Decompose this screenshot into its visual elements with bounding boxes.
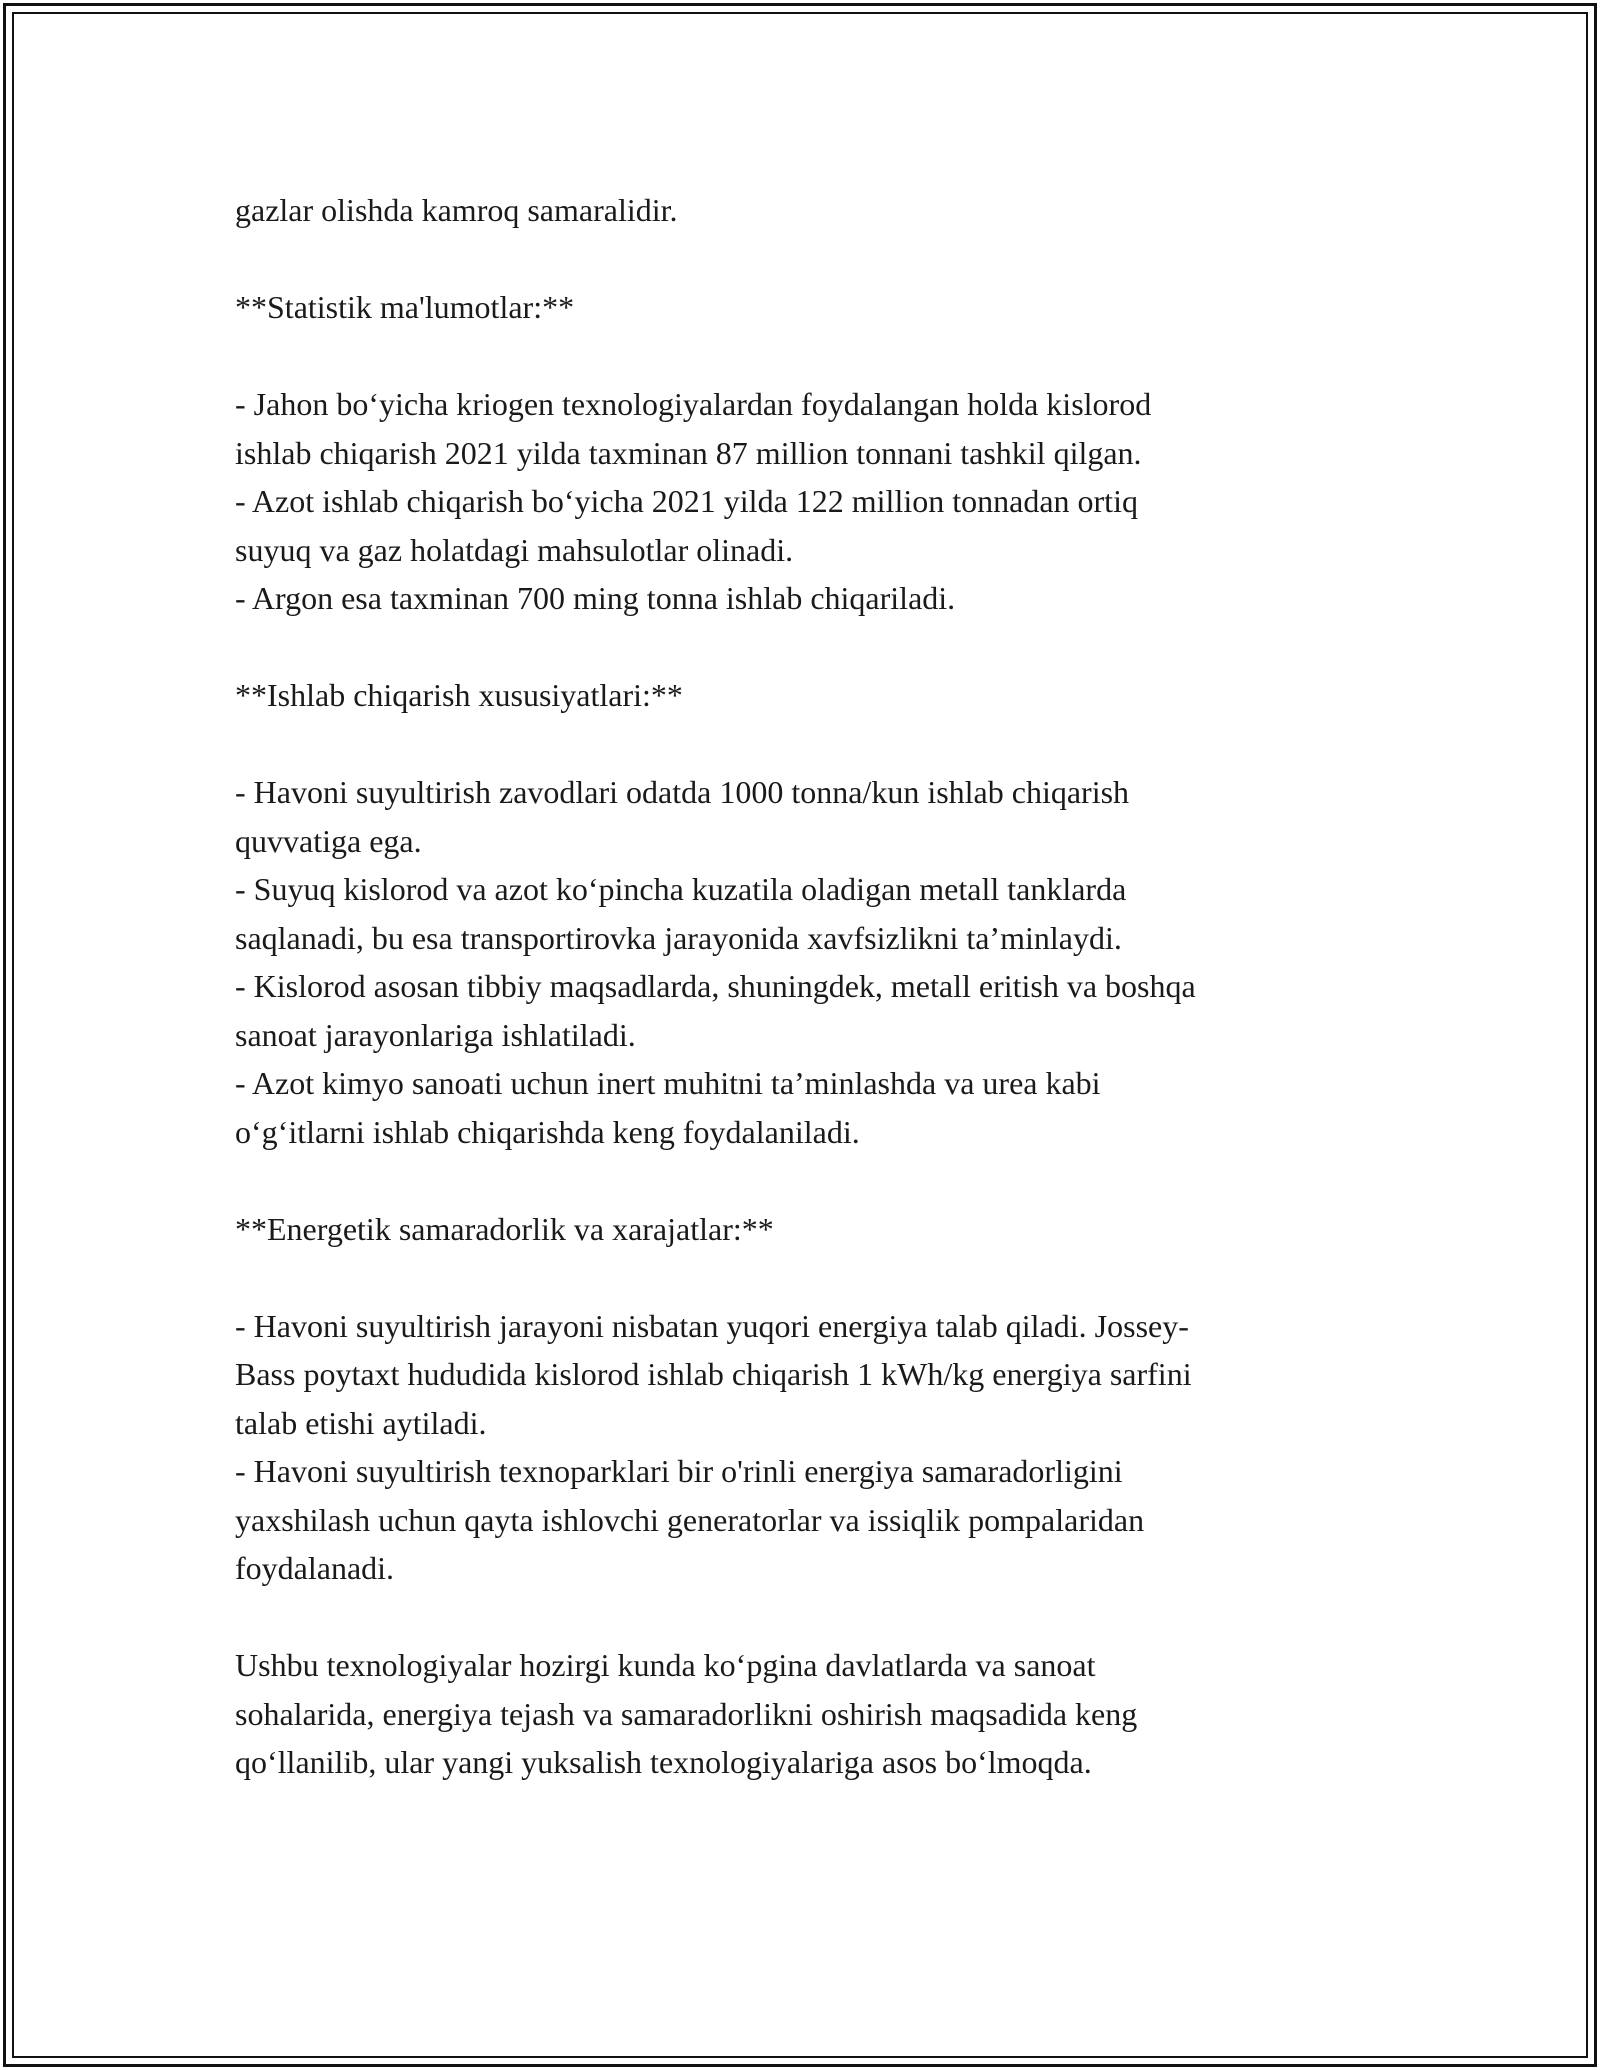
list-item: - Jahon bo‘yicha kriogen texnologiyalardan foydalangan holda kislorod ishlab chiqarish 2021 yilda taxminan 87 million tonnani tashkil qilgan. <box>235 386 1152 471</box>
list-item: - Suyuq kislorod va azot ko‘pincha kuzatila oladigan metall tanklarda saqlanadi, bu esa transportirovka jarayonida xavfsizlikni ta’minlaydi. <box>235 871 1127 956</box>
list-item: - Argon esa taxminan 700 ming tonna ishlab chiqariladi. <box>235 580 956 616</box>
document-body <box>235 186 1365 1787</box>
conclusion-paragraph: Ushbu texnologiyalar hozirgi kunda ko‘pgina davlatlarda va sanoat sohalarida, energiya tejash va samaradorlikni oshirish maqsadida keng qo‘llanilib, ular yangi yuksalish texnologiyalariga asos bo‘lmoqda. <box>235 1647 1138 1780</box>
list-item: - Havoni suyultirish zavodlari odatda 1000 tonna/kun ishlab chiqarish quvvatiga ega. <box>235 774 1130 859</box>
section-heading-energy: **Energetik samaradorlik va xarajatlar:** <box>235 1210 774 1247</box>
spacer <box>235 623 1365 672</box>
list-item: - Azot ishlab chiqarish bo‘yicha 2021 yilda 122 million tonnadan ortiq suyuq va gaz holatdagi mahsulotlar olinadi. <box>235 483 1138 568</box>
list-item: - Havoni suyultirish jarayoni nisbatan yuqori energiya talab qiladi. Jossey- Bass poytaxt hududida kislorod ishlab chiqarish 1 kWh/kg energiya sarfini talab etishi aytiladi. <box>235 1307 1192 1441</box>
intro-continuation: gazlar olishda kamroq samaralidir. <box>235 192 678 228</box>
spacer <box>235 235 1365 284</box>
spacer <box>235 1156 1365 1205</box>
spacer <box>235 1593 1365 1642</box>
spacer <box>235 332 1365 381</box>
list-item: - Azot kimyo sanoati uchun inert muhitni ta’minlashda va urea kabi o‘g‘itlarni ishlab chiqarishda keng foydalaniladi. <box>235 1065 1101 1150</box>
section-heading-statistics: **Statistik ma'lumotlar:** <box>235 289 575 325</box>
spacer <box>235 720 1365 769</box>
list-item: - Havoni suyultirish texnoparklari bir o'rinli energiya samaradorligini yaxshilash uchun qayta ishlovchi generatorlar va issiqlik pompalaridan foydalanadi. <box>235 1453 1145 1586</box>
spacer <box>235 1253 1365 1302</box>
list-item: - Kislorod asosan tibbiy maqsadlarda, shuningdek, metall eritish va boshqa sanoat jarayonlariga ishlatiladi. <box>235 968 1196 1053</box>
section-heading-production: **Ishlab chiqarish xususiyatlari:** <box>235 677 683 713</box>
